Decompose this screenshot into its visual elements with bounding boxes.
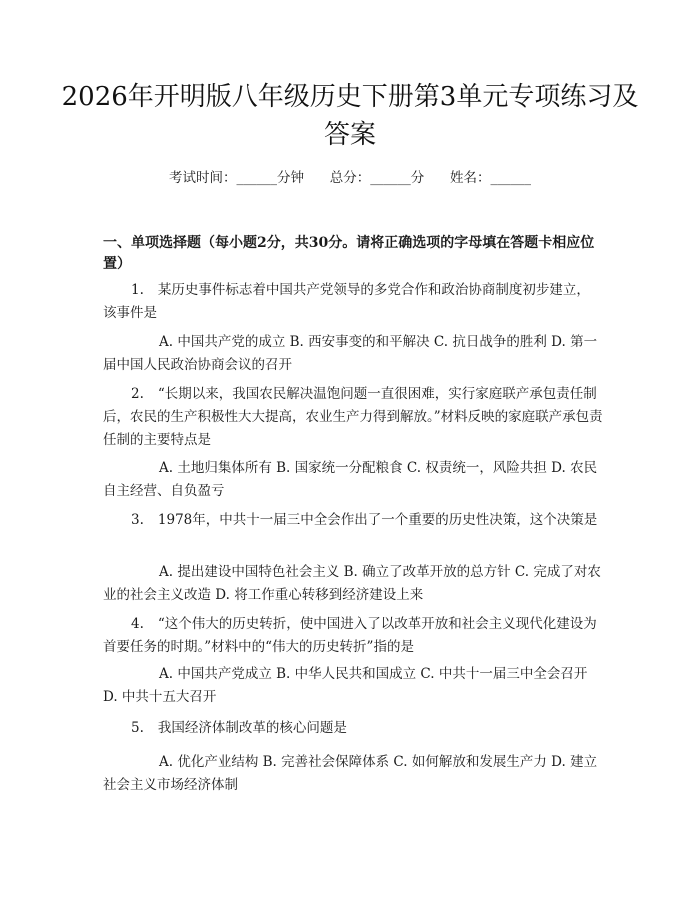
exam-info: 考试时间：______分钟 总分：______分 姓名：______ (169, 170, 531, 186)
section-heading: 一、单项选择题（每小题2分，共30分。请将正确选项的字母填在答题卡相应位置） (103, 235, 595, 272)
question-5-options: A. 优化产业结构 B. 完善社会保障体系 C. 如何解放和发展生产力 D. 建立社会主义市场经济体制 (103, 754, 598, 793)
question-2-options: A. 土地归集体所有 B. 国家统一分配粮食 C. 权责统一，风险共担 D. 农民自主经营、自负盈亏 (103, 460, 598, 499)
question-number: 4. (131, 616, 144, 632)
document-title: 2026年开明版八年级历史下册第3单元专项练习及答案 (61, 82, 639, 150)
question-number: 1. (131, 282, 144, 298)
question-number: 5. (131, 720, 144, 736)
question-text: 我国经济体制改革的核心问题是 (157, 720, 347, 736)
question-2-stem (103, 383, 603, 452)
question-number: 2. (131, 386, 144, 402)
question-4-stem (103, 613, 603, 659)
question-3-stem (103, 509, 603, 532)
question-text: 1978年，中共十一届三中全会作出了一个重要的历史性决策，这个决策是 (157, 512, 598, 528)
question-5-stem (103, 717, 603, 740)
question-text: 某历史事件标志着中国共产党领导的多党合作和政治协商制度初步建立，该事件是 (103, 282, 590, 321)
question-1-stem (103, 279, 603, 325)
question-1-options: A. 中国共产党的成立 B. 西安事变的和平解决 C. 抗日战争的胜利 D. 第一届中国人民政治协商会议的召开 (103, 334, 598, 373)
question-number: 3. (131, 512, 144, 528)
question-3-options: A. 提出建设中国特色社会主义 B. 确立了改革开放的总方针 C. 完成了对农业的社会主义改造 D. 将工作重心转移到经济建设上来 (103, 564, 601, 603)
question-text: “这个伟大的历史转折，使中国进入了以改革开放和社会主义现代化建设为首要任务的时期。”材料中的“伟大的历史转折”指的是 (103, 616, 597, 655)
question-text: “长期以来，我国农民解决温饱问题一直很困难，实行家庭联产承包责任制后，农民的生产积极性大大提高，农业生产力得到解放。”材料反映的家庭联产承包责任制的主要特点是 (103, 386, 603, 448)
question-4-options: A. 中国共产党成立 B. 中华人民共和国成立 C. 中共十一届三中全会召开 D. 中共十五大召开 (103, 666, 588, 705)
